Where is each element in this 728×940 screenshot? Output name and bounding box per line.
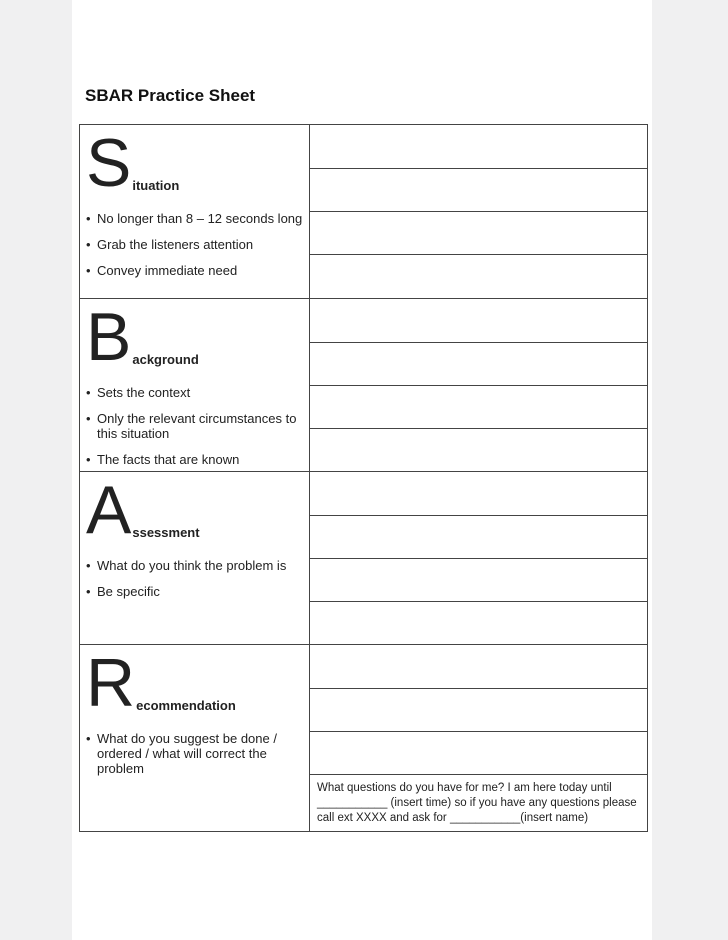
writing-line xyxy=(310,601,647,602)
section-heading xyxy=(86,125,180,201)
section-heading xyxy=(86,299,199,375)
section-label-cell xyxy=(80,125,310,298)
section-heading-rest: ecommendation xyxy=(136,698,236,713)
bullet-list xyxy=(86,558,308,610)
section-initial: S xyxy=(86,125,132,201)
section-recommendation xyxy=(80,644,647,831)
writing-area[interactable] xyxy=(310,125,647,298)
writing-line xyxy=(310,385,647,386)
writing-line xyxy=(310,342,647,343)
section-initial: R xyxy=(86,645,136,721)
writing-line xyxy=(310,515,647,516)
section-background xyxy=(80,298,647,471)
writing-line xyxy=(310,688,647,689)
writing-area[interactable] xyxy=(310,299,647,471)
writing-line xyxy=(310,731,647,732)
page-title: SBAR Practice Sheet xyxy=(85,86,256,105)
section-label-cell xyxy=(80,472,310,644)
bullet-item: • What do you suggest be done / ordered / what will correct the problem xyxy=(86,731,308,776)
section-heading-rest: ackground xyxy=(132,352,199,367)
closing-note-cell xyxy=(310,774,647,832)
bullet-item: • No longer than 8 – 12 seconds long xyxy=(86,211,308,226)
section-heading-rest: ituation xyxy=(132,178,180,193)
bullet-item: • Grab the listeners attention xyxy=(86,237,308,252)
bullet-item: • Sets the context xyxy=(86,385,308,400)
section-initial: A xyxy=(86,472,132,548)
section-label-cell xyxy=(80,645,310,831)
section-label-cell xyxy=(80,299,310,471)
writing-line xyxy=(310,168,647,169)
bullet-list xyxy=(86,731,308,787)
bullet-list xyxy=(86,211,308,289)
section-situation xyxy=(80,125,647,298)
section-initial: B xyxy=(86,299,132,375)
section-assessment xyxy=(80,471,647,644)
writing-line xyxy=(310,558,647,559)
bullet-list xyxy=(86,385,308,478)
bullet-item: • Only the relevant circumstances to this situation xyxy=(86,411,308,441)
writing-line xyxy=(310,428,647,429)
section-heading xyxy=(86,472,200,548)
bullet-item: • Be specific xyxy=(86,584,308,599)
writing-area[interactable] xyxy=(310,472,647,644)
bullet-item: • What do you think the problem is xyxy=(86,558,308,573)
writing-area[interactable] xyxy=(310,645,647,831)
bullet-item: • The facts that are known xyxy=(86,452,308,467)
bullet-item: • Convey immediate need xyxy=(86,263,308,278)
section-heading-rest: ssessment xyxy=(132,525,200,540)
closing-note: What questions do you have for me? I am here today until ___________ (insert time) so if you have any questions please call ext XXXX and ask for ___________(insert name) xyxy=(317,782,637,824)
sbar-table xyxy=(79,124,648,832)
writing-line xyxy=(310,211,647,212)
writing-line xyxy=(310,254,647,255)
section-heading xyxy=(86,645,236,721)
